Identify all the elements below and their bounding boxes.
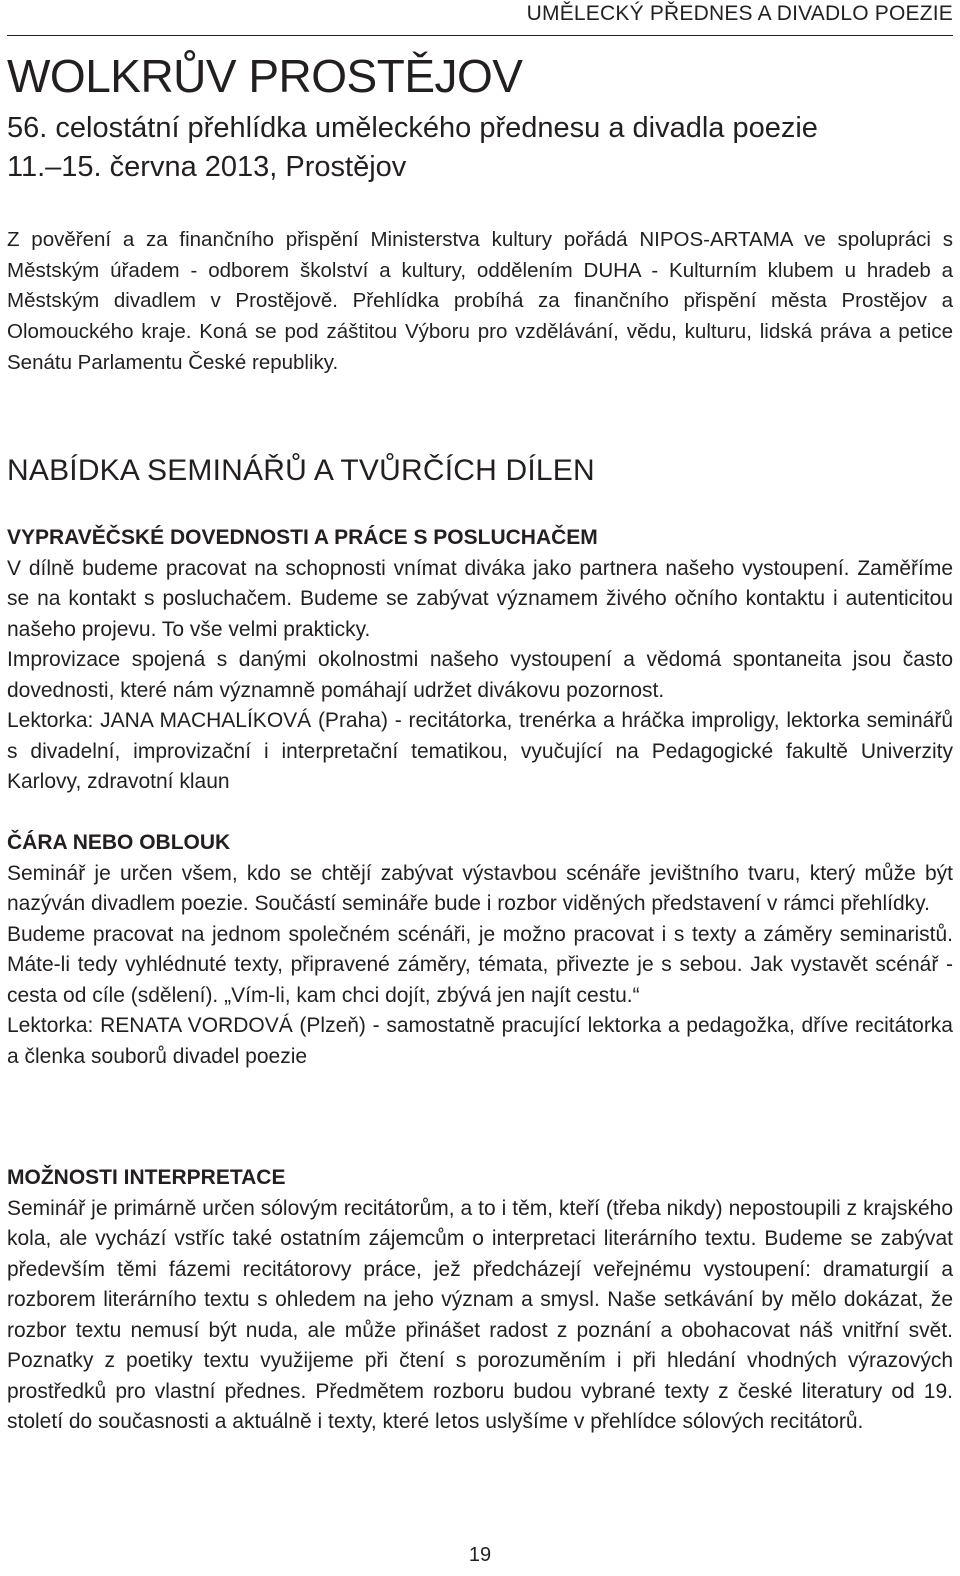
workshop-paragraph: Seminář je určen všem, kdo se chtějí zabývat výstavbou scénáře jevištního tvaru, který může být nazýván divadlem poezie. Součástí semináře bude i rozbor viděných představení v rámci přehlídky. (7, 861, 953, 915)
workshop-interpretation (7, 1163, 953, 1438)
page-title: WOLKRŮV PROSTĚJOV (7, 50, 523, 102)
workshop-paragraph: Budeme pracovat na jednom společném scénáři, je možno pracovat i s texty a záměry seminaristů. Máte-li tedy vyhlédnuté texty, připravené záměry, témata, přivezte je s sebou. Jak vystavět scénář - cesta od cíle (sdělení). „Vím-li, kam chci dojít, zbývá jen najít cestu.“ (7, 922, 953, 1007)
running-head: UMĚLECKÝ PŘEDNES A DIVADLO POEZIE (526, 2, 953, 25)
workshop-paragraph: Improvizace spojená s danými okolnostmi našeho vystoupení a vědomá spontaneita jsou často dovednosti, které nám významně pomáhají udržet divákovu pozornost. (7, 648, 953, 702)
document-page (7, 0, 953, 1576)
workshop-title: MOŽNOSTI INTERPRETACE (7, 1166, 286, 1189)
workshop-lecturer: Lektorka: JANA MACHALÍKOVÁ (Praha) - recitátorka, trenérka a hráčka improligy, lektorka seminářů s divadelní, improvizační i interpretační tematikou, vyučující na Pedagogické fakultě Univerzity Karlovy, zdravotní klaun (7, 709, 953, 793)
event-subtitle: 56. celostátní přehlídka uměleckého přednesu a divadla poezie (7, 112, 818, 144)
workshop-paragraph: Seminář je primárně určen sólovým recitátorům, a to i těm, kteří (třeba nikdy) nepostoupili z krajského kola, ale vychází vstříc také ostatním zájemcům o interpretaci literárního textu. Budeme se zabývat především těmi fázemi recitátorovy práce, jež předcházejí veřejnému vystoupení: dramaturgií a rozborem literárního textu s ohledem na jeho význam a smysl. Naše setkávání by mělo dokázat, že rozbor textu nemusí být nuda, ale může přinášet radost z poznání a obohacovat náš vnitřní svět. Poznatky z poetiky textu využijeme při čtení s porozuměním i při hledání vhodných výrazových prostředků pro vlastní přednes. Předmětem rozboru budou vybrané texty z české literatury od 19. století do současnosti a aktuálně i texty, které letos uslyšíme v přehlídce sólových recitátorů. (7, 1196, 953, 1433)
event-dates: 11.–15. června 2013, Prostějov (7, 151, 407, 183)
section-heading: NABÍDKA SEMINÁŘŮ A TVŮRČÍCH DÍLEN (7, 454, 595, 487)
workshop-title: VYPRAVĚČSKÉ DOVEDNOSTI A PRÁCE S POSLUCHAČEM (7, 526, 598, 549)
workshop-line-or-arc (7, 828, 953, 1072)
page-number: 19 (468, 1544, 492, 1566)
header-rule (7, 35, 953, 36)
workshop-paragraph: V dílně budeme pracovat na schopnosti vnímat diváka jako partnera našeho vystoupení. Zaměříme se na kontakt s posluchačem. Budeme se zabývat významem živého očního kontaktu i autenticitou našeho projevu. To vše velmi prakticky. (7, 556, 953, 641)
workshop-storytelling (7, 523, 953, 798)
workshop-lecturer: Lektorka: RENATA VORDOVÁ (Plzeň) - samostatně pracující lektorka a pedagožka, dříve recitátorka a členka souborů divadel poezie (7, 1014, 953, 1068)
workshop-title: ČÁRA NEBO OBLOUK (7, 831, 231, 854)
intro-paragraph: Z pověření a za finančního přispění Ministerstva kultury pořádá NIPOS-ARTAMA ve spolupráci s Městským úřadem - odborem školství a kultury, oddělením DUHA - Kulturním klubem u hradeb a Městským divadlem v Prostějově. Přehlídka probíhá za finančního přispění města Prostějov a Olomouckého kraje. Koná se pod záštitou Výboru pro vzdělávání, vědu, kulturu, lidská práva a petice Senátu Parlamentu České republiky. (7, 228, 953, 374)
